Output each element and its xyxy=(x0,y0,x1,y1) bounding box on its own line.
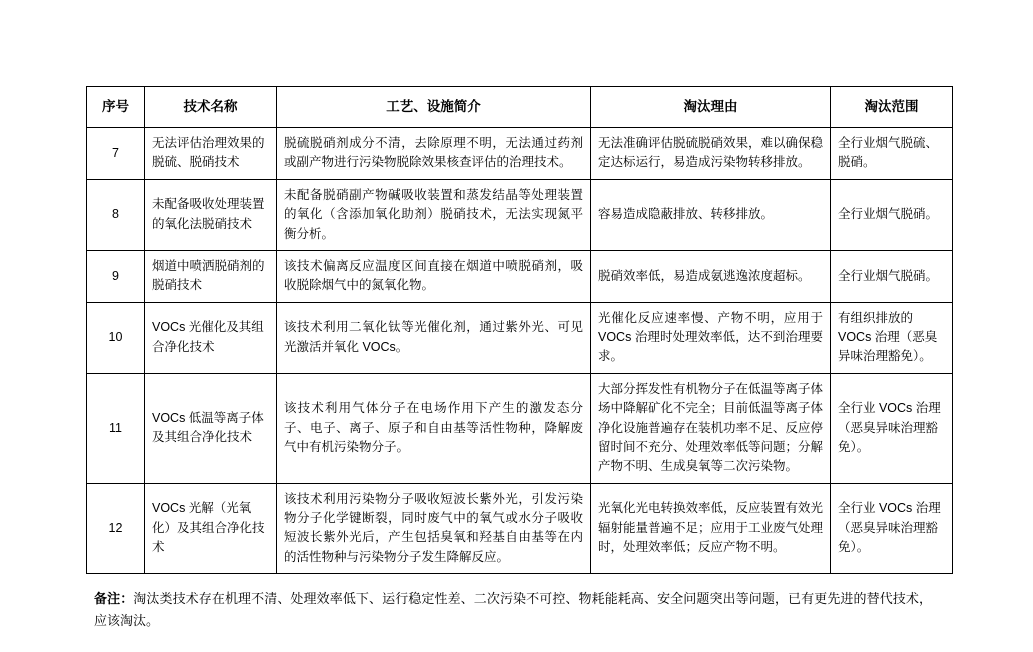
cell-name: 无法评估治理效果的脱硫、脱硝技术 xyxy=(145,128,277,180)
note-label: 备注： xyxy=(94,591,134,607)
cell-reason: 脱硝效率低，易造成氨逃逸浓度超标。 xyxy=(591,250,831,302)
table-row xyxy=(87,128,953,180)
cell-no: 8 xyxy=(87,179,145,250)
cell-scope: 全行业 VOCs 治理（恶臭异味治理豁免）。 xyxy=(831,373,953,483)
cell-scope: 全行业 VOCs 治理（恶臭异味治理豁免）。 xyxy=(831,483,953,574)
cell-reason: 大部分挥发性有机物分子在低温等离子体场中降解矿化不完全；目前低温等离子体净化设施普遍存在装机功率不足、反应停留时间不充分、处理效率低等问题；分解产物不明、生成臭氧等二次污染物。 xyxy=(591,373,831,483)
header-cell-name: 技术名称 xyxy=(145,87,277,128)
cell-reason: 容易造成隐蔽排放、转移排放。 xyxy=(591,179,831,250)
cell-process: 该技术偏离反应温度区间直接在烟道中喷脱硝剂，吸收脱除烟气中的氮氧化物。 xyxy=(277,250,591,302)
cell-name: VOCs 光解（光氧化）及其组合净化技术 xyxy=(145,483,277,574)
table-body xyxy=(87,128,953,574)
cell-process: 该技术利用污染物分子吸收短波长紫外光，引发污染物分子化学键断裂，同时废气中的氧气或水分子吸收短波长紫外光后，产生包括臭氧和羟基自由基等在内的活性物种与污染物分子发生降解反应。 xyxy=(277,483,591,574)
header-cell-process: 工艺、设施简介 xyxy=(277,87,591,128)
table-row xyxy=(87,179,953,250)
cell-scope: 有组织排放的 VOCs 治理（恶臭异味治理豁免）。 xyxy=(831,302,953,373)
cell-process: 该技术利用二氧化钛等光催化剂，通过紫外光、可见光激活并氧化 VOCs。 xyxy=(277,302,591,373)
cell-no: 7 xyxy=(87,128,145,180)
cell-name: 烟道中喷洒脱硝剂的脱硝技术 xyxy=(145,250,277,302)
cell-scope: 全行业烟气脱硝。 xyxy=(831,179,953,250)
cell-no: 11 xyxy=(87,373,145,483)
cell-name: VOCs 低温等离子体及其组合净化技术 xyxy=(145,373,277,483)
cell-reason: 无法准确评估脱硫脱硝效果，难以确保稳定达标运行，易造成污染物转移排放。 xyxy=(591,128,831,180)
cell-name: 未配备吸收处理装置的氧化法脱硝技术 xyxy=(145,179,277,250)
header-cell-scope: 淘汰范围 xyxy=(831,87,953,128)
table-row xyxy=(87,483,953,574)
table-row xyxy=(87,302,953,373)
table-note xyxy=(86,588,932,632)
cell-process: 未配备脱硝副产物碱吸收装置和蒸发结晶等处理装置的氧化（含添加氧化助剂）脱硝技术，无法实现氮平衡分析。 xyxy=(277,179,591,250)
note-text: 淘汰类技术存在机理不清、处理效率低下、运行稳定性差、二次污染不可控、物耗能耗高、安全问题突出等问题，已有更先进的替代技术，应该淘汰。 xyxy=(94,591,932,629)
elimination-technology-table xyxy=(86,86,953,574)
cell-name: VOCs 光催化及其组合净化技术 xyxy=(145,302,277,373)
cell-reason: 光氧化光电转换效率低，反应装置有效光辐射能量普遍不足；应用于工业废气处理时，处理效率低；反应产物不明。 xyxy=(591,483,831,574)
header-cell-reason: 淘汰理由 xyxy=(591,87,831,128)
cell-scope: 全行业烟气脱硫、脱硝。 xyxy=(831,128,953,180)
cell-process: 脱硫脱硝剂成分不清，去除原理不明，无法通过药剂或副产物进行污染物脱除效果核查评估的治理技术。 xyxy=(277,128,591,180)
cell-no: 10 xyxy=(87,302,145,373)
cell-scope: 全行业烟气脱硝。 xyxy=(831,250,953,302)
cell-no: 9 xyxy=(87,250,145,302)
table-row xyxy=(87,250,953,302)
header-cell-no: 序号 xyxy=(87,87,145,128)
table-header-row xyxy=(87,87,953,128)
document-content xyxy=(86,86,941,632)
cell-reason: 光催化反应速率慢、产物不明，应用于 VOCs 治理时处理效率低，达不到治理要求。 xyxy=(591,302,831,373)
cell-process: 该技术利用气体分子在电场作用下产生的激发态分子、电子、离子、原子和自由基等活性物种，降解废气中有机污染物分子。 xyxy=(277,373,591,483)
table-header xyxy=(87,87,953,128)
table-row xyxy=(87,373,953,483)
cell-no: 12 xyxy=(87,483,145,574)
